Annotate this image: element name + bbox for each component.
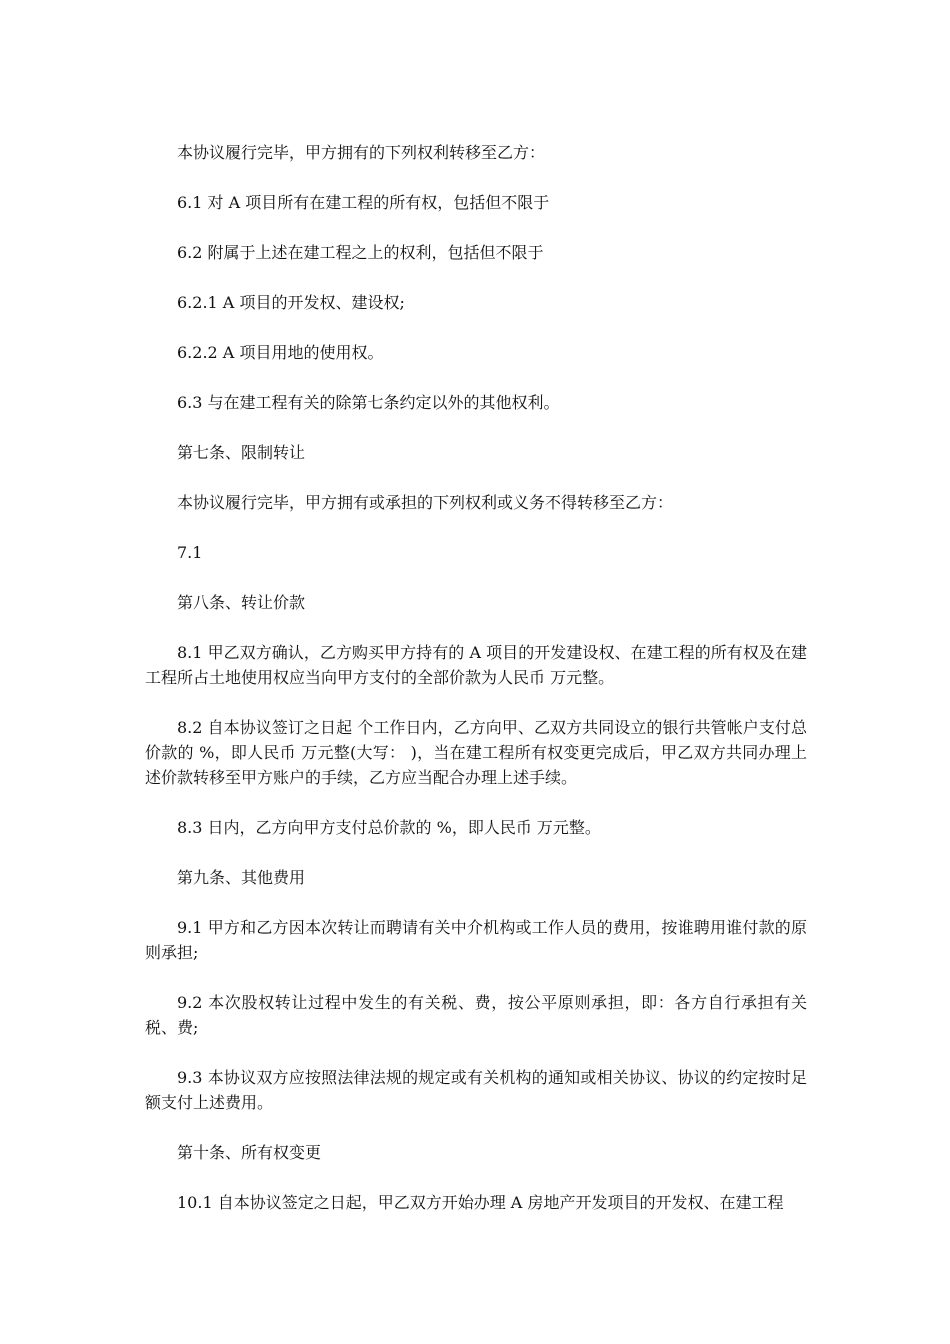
paragraph-10-1: 10.1 自本协议签定之日起，甲乙双方开始办理 A 房地产开发项目的开发权、在建工程 xyxy=(177,1193,784,1212)
paragraph-transfer-intro: 本协议履行完毕，甲方拥有的下列权利转移至乙方： xyxy=(177,143,546,162)
heading-article-7: 第七条、限制转让 xyxy=(177,443,306,462)
paragraph-6-2-1: 6.2.1 A 项目的开发权、建设权; xyxy=(177,293,405,312)
paragraph-9-2: 9.2 本次股权转让过程中发生的有关税、费，按公平原则承担，即：各方自行承担有关税、费; xyxy=(145,993,807,1037)
paragraph-6-1: 6.1 对 A 项目所有在建工程的所有权，包括但不限于 xyxy=(177,193,550,212)
paragraph-6-2-2: 6.2.2 A 项目用地的使用权。 xyxy=(177,343,384,362)
document-body xyxy=(145,140,807,1240)
paragraph-7-1: 7.1 xyxy=(177,543,203,562)
paragraph-8-1: 8.1 甲乙双方确认，乙方购买甲方持有的 A 项目的开发建设权、在建工程的所有权及在建工程所占土地使用权应当向甲方支付的全部价款为人民币 万元整。 xyxy=(145,643,807,687)
heading-article-10: 第十条、所有权变更 xyxy=(177,1143,322,1162)
paragraph-restriction-intro: 本协议履行完毕，甲方拥有或承担的下列权利或义务不得转移至乙方： xyxy=(177,493,674,512)
paragraph-6-2: 6.2 附属于上述在建工程之上的权利，包括但不限于 xyxy=(177,243,544,262)
heading-article-8: 第八条、转让价款 xyxy=(177,593,306,612)
paragraph-9-1: 9.1 甲方和乙方因本次转让而聘请有关中介机构或工作人员的费用，按谁聘用谁付款的原则承担; xyxy=(145,918,807,962)
paragraph-6-3: 6.3 与在建工程有关的除第七条约定以外的其他权利。 xyxy=(177,393,560,412)
paragraph-9-3: 9.3 本协议双方应按照法律法规的规定或有关机构的通知或相关协议、协议的约定按时足额支付上述费用。 xyxy=(145,1068,807,1112)
paragraph-8-3: 8.3 日内，乙方向甲方支付总价款的 %，即人民币 万元整。 xyxy=(177,818,601,837)
heading-article-9: 第九条、其他费用 xyxy=(177,868,306,887)
paragraph-8-2: 8.2 自本协议签订之日起 个工作日内，乙方向甲、乙双方共同设立的银行共管帐户支付总价款的 %，即人民币 万元整(大写： )，当在建工程所有权变更完成后，甲乙双方共同办理上述价款转移至甲方账户的手续，乙方应当配合办理上述手续。 xyxy=(145,718,807,787)
